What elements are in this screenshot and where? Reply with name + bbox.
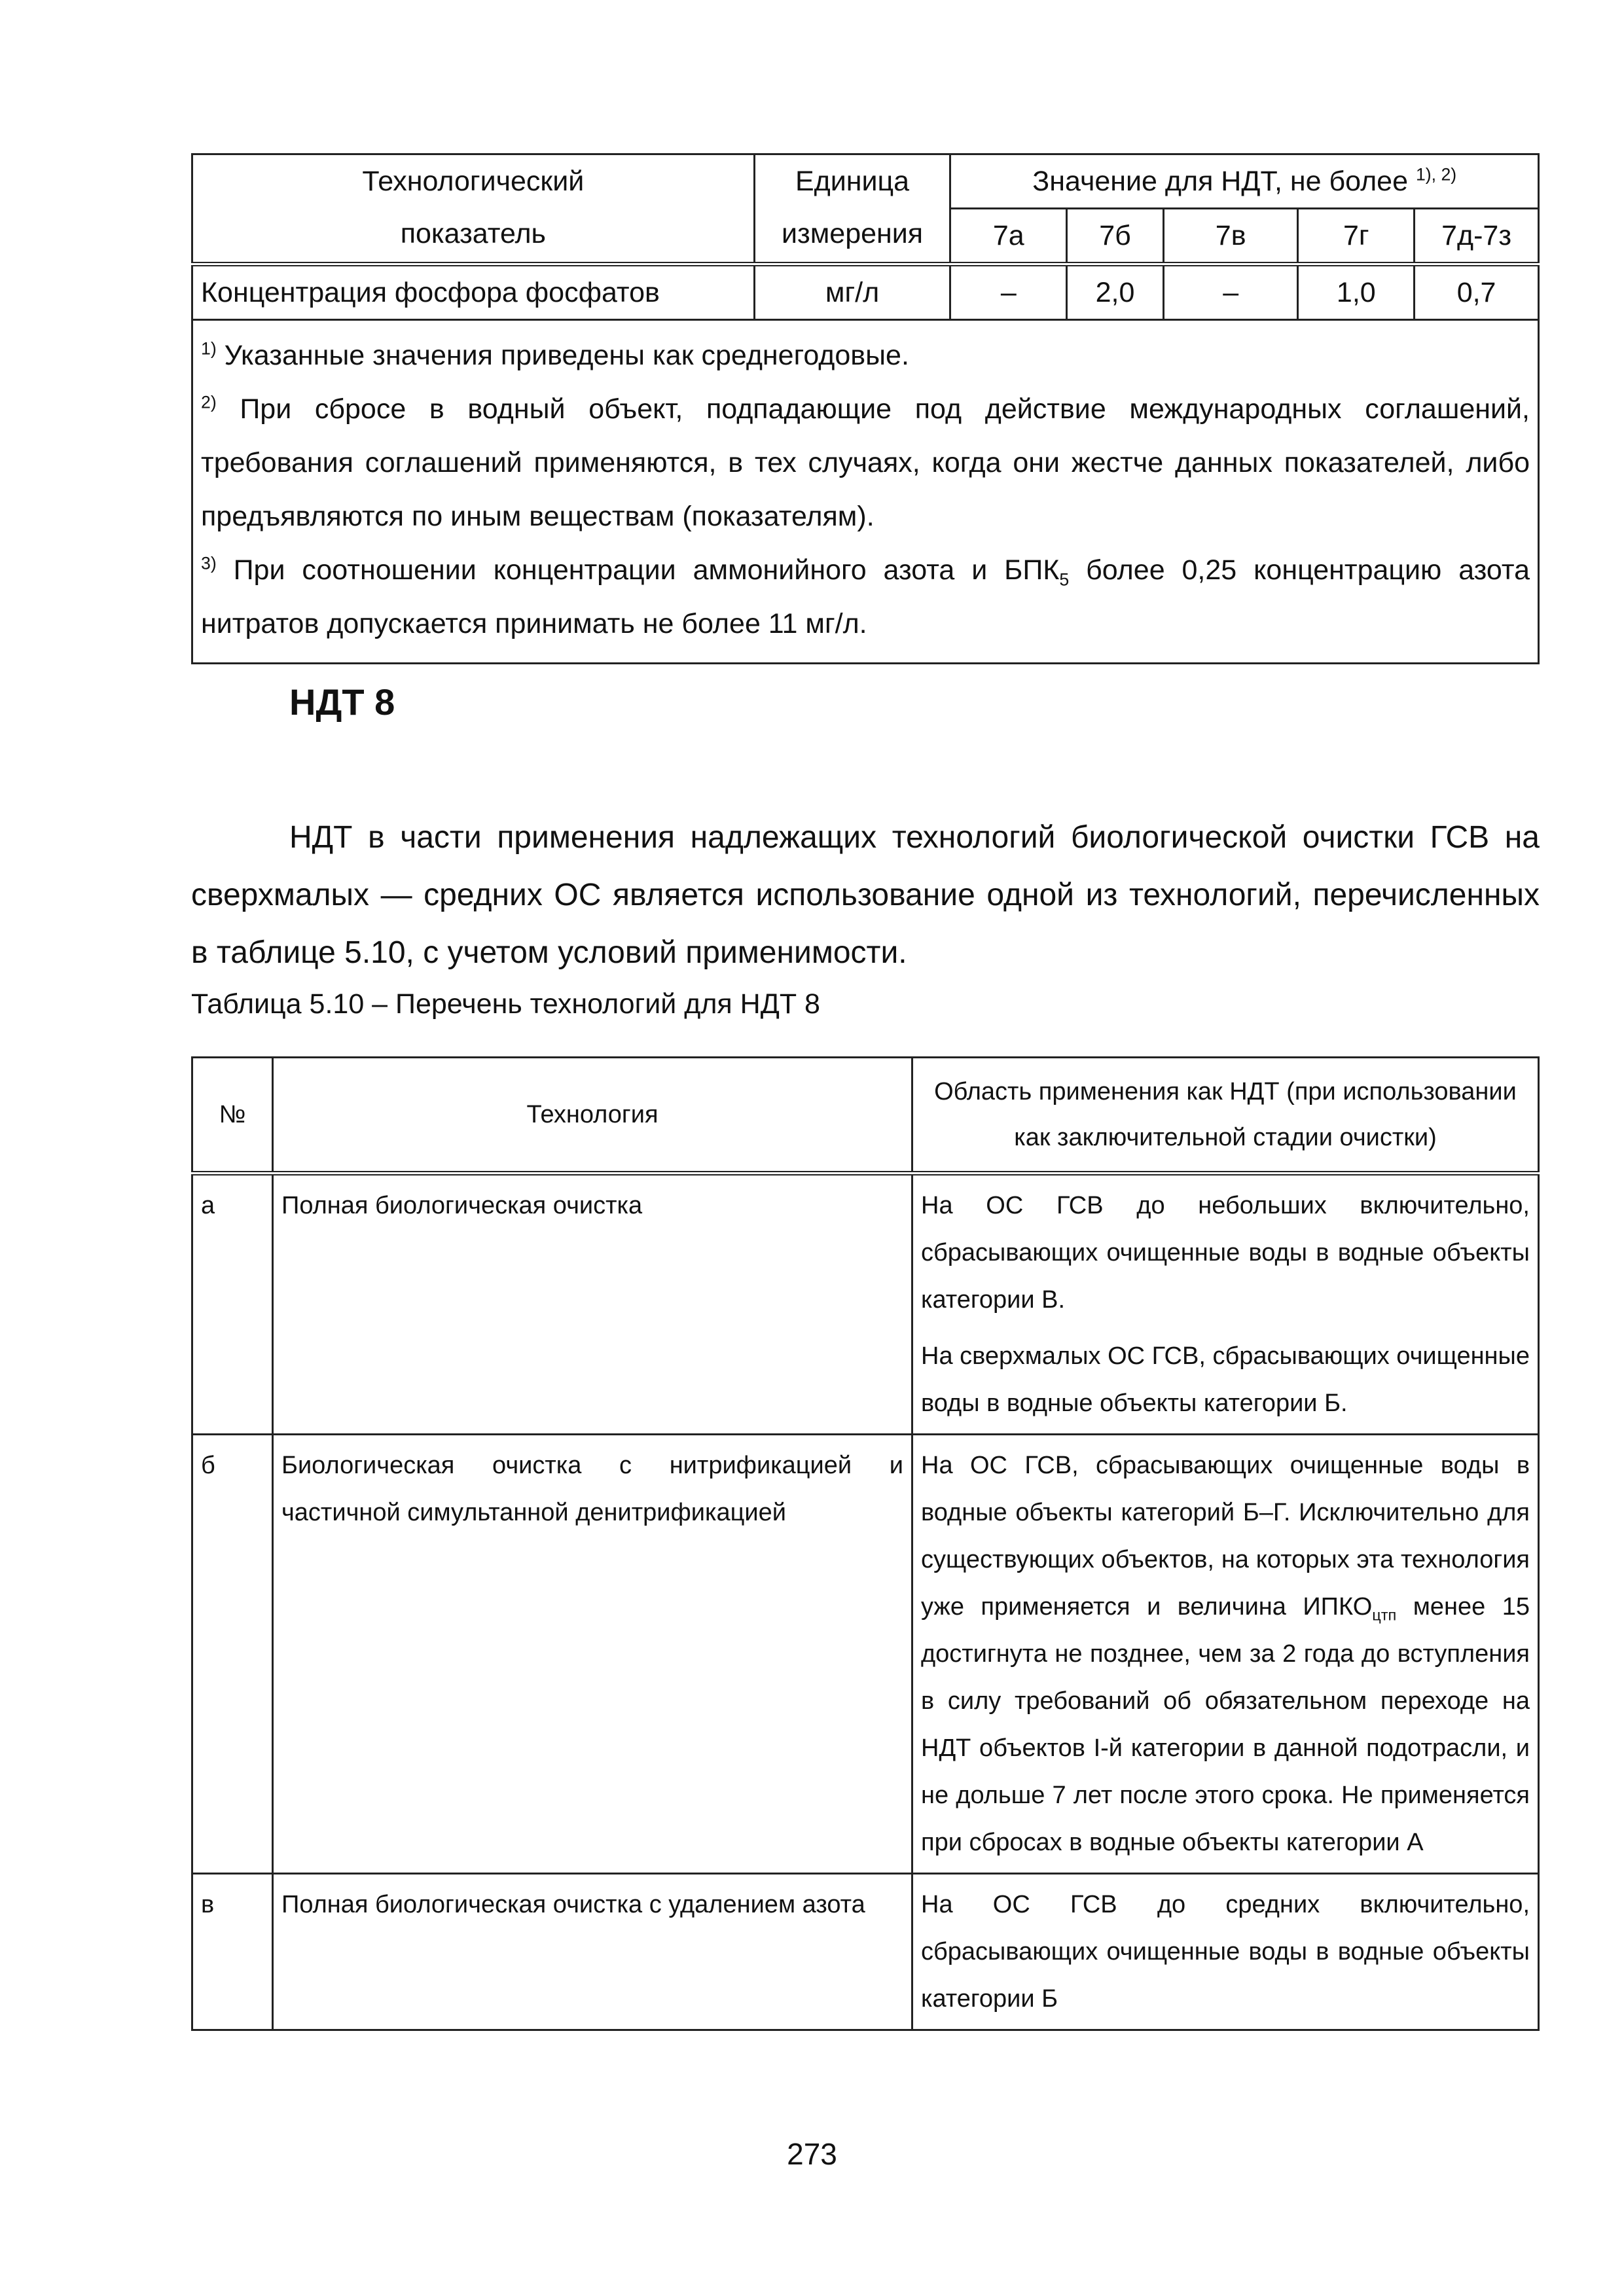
intro-paragraph: НДТ в части применения надлежащих технологий биологической очистки ГСВ на сверхмалых — средних ОС является использование одной из технологий, перечисленных в таблице 5.10, с учетом условий применимости.	[191, 820, 1540, 970]
row-tech: Полная биологическая очистка	[273, 1174, 912, 1435]
column-header: 7а	[950, 209, 1067, 264]
row-num: б	[192, 1435, 273, 1874]
footnote-3: $^{3)}$ При соотношении концентрации аммонийного азота и $БПК_5$ более 0,25 концентрацию азота нитратов допускается принимать не более 11 мг/л.	[201, 553, 1530, 639]
table-caption: Таблица 5.10 – Перечень технологий для НДТ 8	[191, 988, 820, 1020]
area-header: Область применения как НДТ (при использовании как заключительной стадии очистки)	[912, 1058, 1539, 1174]
row-num: а	[192, 1174, 273, 1435]
row-area: На ОС ГСВ до средних включительно, сбрасывающих очищенные воды в водные объекты категории Б	[912, 1874, 1539, 2030]
tech-header: Технология	[273, 1058, 912, 1174]
column-header: 7г	[1298, 209, 1415, 264]
value-cell: 1,0	[1298, 264, 1415, 320]
page-number: 273	[787, 2137, 837, 2171]
row-area: На ОС ГСВ, сбрасывающих очищенные воды в водные объекты категорий Б–Г. Исключительно для существующих объектов, на которых эта технология уже применяется и величина $ИПКО_{цтп}$ менее 15 достигнута не позднее, чем за 2 года до вступления в силу требований об обязательном переходе на НДТ объектов I-й категории в данной подотрасли, и не дольше 7 лет после этого срока. Не применяется при сбросах в водные объекты категории А	[912, 1435, 1539, 1874]
row-tech: Полная биологическая очистка с удалением азота	[273, 1874, 912, 2030]
section-heading: НДТ 8	[289, 681, 395, 723]
unit-header: Единица измерения	[754, 154, 950, 264]
indicator-table	[191, 153, 1540, 664]
value-cell: 2,0	[1067, 264, 1164, 320]
row-tech: Биологическая очистка с нитрификацией и частичной симультанной денитрификацией	[273, 1435, 912, 1874]
value-cell: –	[950, 264, 1067, 320]
column-header: 7д-7з	[1415, 209, 1539, 264]
value-cell: –	[1163, 264, 1298, 320]
indicator-header: Технологический показатель	[192, 154, 755, 264]
value-group-header: Значение для НДТ, не более $^{1), 2)}$	[950, 154, 1539, 209]
technology-table	[191, 1056, 1540, 2031]
indicator-cell: Концентрация фосфора фосфатов	[192, 264, 755, 320]
unit-cell: мг/л	[754, 264, 950, 320]
footnote-2: $^{2)}$ При сбросе в водный объект, подпадающие под действие международных соглашений, требования соглашений применяются, в тех случаях, когда они жестче данных показателей, либо предъявляются по иным веществам (показателям).	[201, 392, 1530, 532]
row-num: в	[192, 1874, 273, 2030]
column-header: 7б	[1067, 209, 1164, 264]
row-area: На ОС ГСВ до небольших включительно, сбрасывающих очищенные воды в водные объекты категории В. На сверхмалых ОС ГСВ, сбрасывающих очищенные воды в водные объекты категории Б.	[912, 1174, 1539, 1435]
footnotes	[192, 320, 1539, 664]
num-header: №	[192, 1058, 273, 1174]
footnote-1: $^{1)}$ Указанные значения приведены как среднегодовые.	[201, 338, 909, 371]
value-cell: 0,7	[1415, 264, 1539, 320]
column-header: 7в	[1163, 209, 1298, 264]
